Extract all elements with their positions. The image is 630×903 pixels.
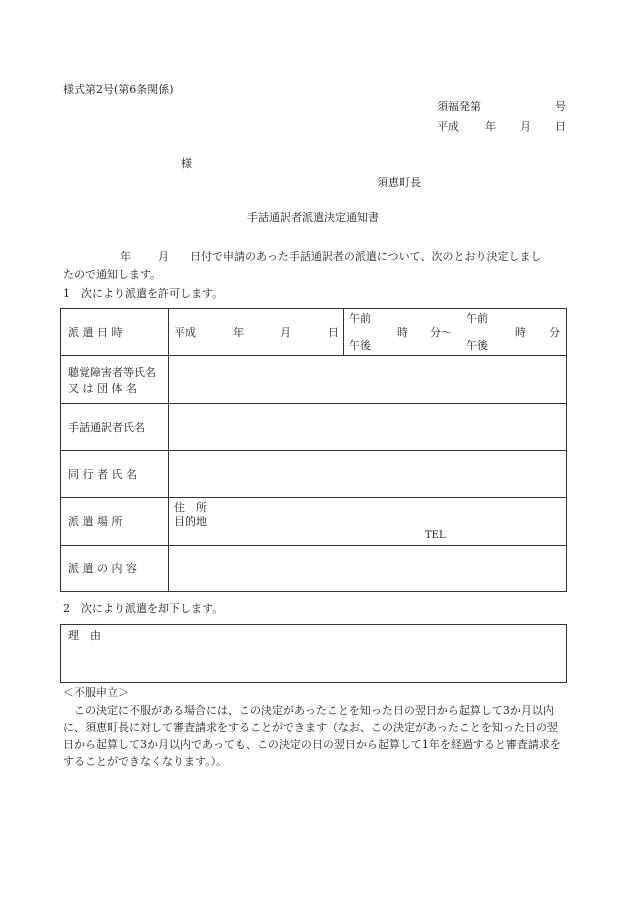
end-hour: 時 [515, 326, 526, 339]
date-day: 日 [328, 326, 339, 339]
reason-label: 理 由 [68, 629, 101, 642]
issue-date-day: 日 [555, 120, 566, 133]
appeal-heading: ＜不服申立＞ [63, 686, 129, 699]
companion-label: 同 行 者 氏 名 [68, 468, 137, 481]
place-destination: 目的地 [174, 515, 207, 528]
date-month: 月 [280, 326, 291, 339]
start-minute-to: 分～ [430, 326, 452, 339]
issue-date-year: 年 [485, 120, 496, 133]
start-am: 午前 [349, 312, 371, 325]
appeal-body: この決定に不服がある場合には、この決定があったことを知った日の翌日から起算して3か月以内に、須恵町長に対して審査請求をすることができます（なお、この決定があったことを知った日の翌日から起算して3か月以内であっても、この決定の日の翌日から起算して1年を経過すると審査請求をすることができなくなります。）。 [63, 704, 561, 768]
place-label: 派 遣 場 所 [68, 515, 123, 528]
end-pm: 午後 [466, 339, 488, 352]
table-divider [60, 355, 567, 356]
interpreter-label: 手話通訳者氏名 [68, 421, 145, 434]
doc-number-suffix: 号 [555, 100, 566, 113]
applicant-label-line2: 又 は 団 体 名 [68, 382, 137, 395]
intro-month: 月 [158, 250, 169, 263]
reject-table [60, 624, 567, 683]
table-divider [343, 308, 344, 355]
end-minute: 分 [549, 326, 560, 339]
date-year: 年 [233, 326, 244, 339]
place-address: 住 所 [174, 501, 207, 514]
issue-date-era: 平成 [437, 120, 459, 133]
intro-year: 年 [120, 250, 131, 263]
table-divider [168, 308, 169, 592]
datetime-label: 派 遣 日 時 [68, 326, 123, 339]
document-title: 手話通訳者派遣決定通知書 [247, 211, 379, 224]
issue-date-month: 月 [520, 120, 531, 133]
doc-number-prefix: 須福発第 [437, 100, 481, 113]
form-label: 様式第2号(第6条関係) [63, 83, 174, 96]
date-era: 平成 [174, 326, 196, 339]
start-pm: 午後 [349, 339, 371, 352]
applicant-label-line1: 聴覚障害者等氏名 [68, 366, 156, 379]
intro-line1: 日付で申請のあった手話通訳者の派遣について、次のとおり決定しまし [190, 250, 542, 263]
table-divider [60, 403, 567, 404]
recipient-honorific: 様 [181, 157, 192, 170]
table-divider [60, 545, 567, 546]
table-divider [60, 450, 567, 451]
section1-heading: 1 次により派遣を許可します。 [63, 287, 224, 300]
table-divider [60, 497, 567, 498]
section2-heading: 2 次により派遣を却下します。 [63, 602, 224, 615]
content-label: 派 遣 の 内 容 [68, 562, 137, 575]
intro-line2: たので通知します。 [63, 268, 162, 281]
issuer-name: 須恵町長 [377, 176, 421, 189]
start-hour: 時 [397, 326, 408, 339]
place-tel: TEL [425, 530, 446, 541]
end-am: 午前 [466, 312, 488, 325]
